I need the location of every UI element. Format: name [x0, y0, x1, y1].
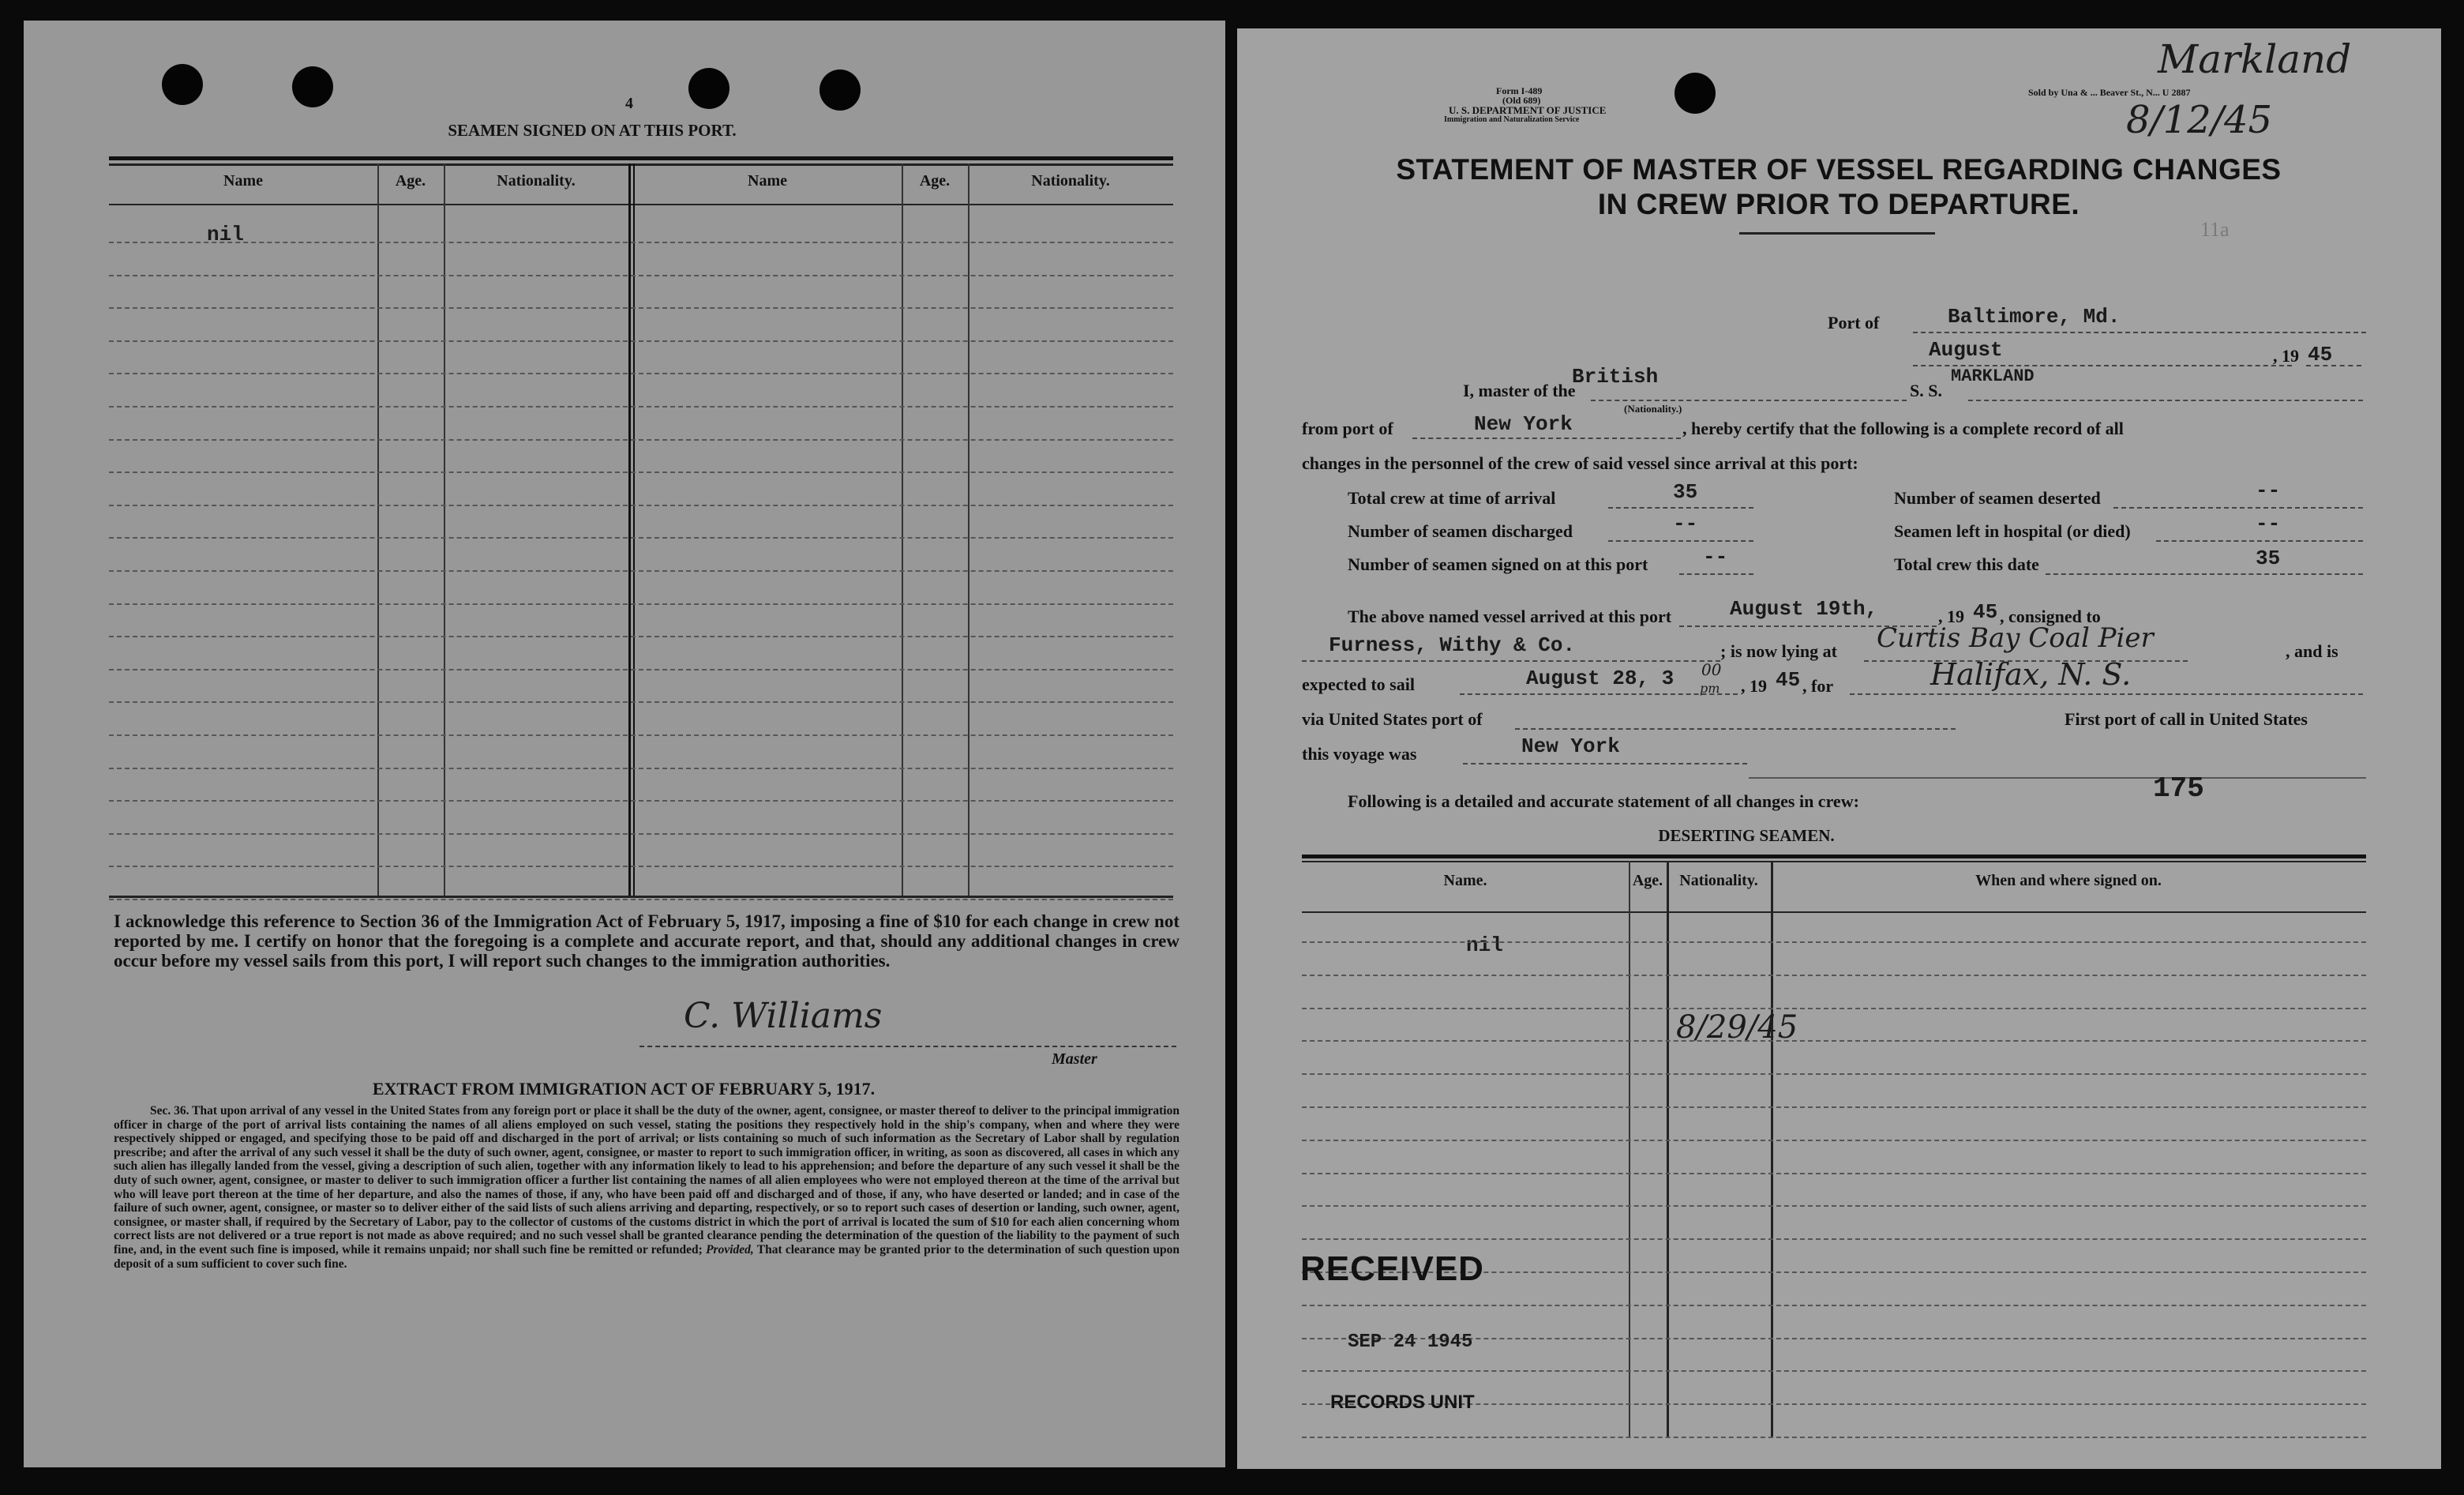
port-field: Baltimore, Md.: [1948, 305, 2121, 329]
stat-total-crew-date: 35: [2256, 547, 2281, 570]
col-divider: [377, 163, 379, 896]
section-body: That upon arrival of any vessel in the United States from any foreign port or place it shall be the duty of the owner, agent, consignee, or master thereof to deliver to the principal immigration officer in charge of the port of arrival lists containing the names of all aliens employed on such vessel, stating the positions they respectively hold in the ship's company, when and where they were respectively shipped or engaged, and specifying those to be paid off and discharged in the port of arrival; or lists containing so much of such information as the Secretary of Labor shall by regulation prescribe; and after the arrival of any such vessel it shall be the duty of such owner, agent, consignee, or master to report to such immigration officer, in writing, as soon as discovered, all cases in which any such alien has illegally landed from the vessel, giving a description of such alien, together with any information likely to lead to his apprehension; and before the departure of any such vessel it shall be the duty of such owner, agent, consignee, or master to deliver to such immigration officer a further list containing the names of all alien employees who were not employed thereon at the time of the arrival but who will leave port thereon at the time of her departure, and also the names of those, if any, who have been paid off and discharged and of those, if any, who have deserted or landed; and in case of the failure of such owner, agent, consignee, or master so to deliver either of the said lists of such aliens arriving and departing, respectively, or so to report such cases of desertion or landing, such owner, agent, consignee, or master shall, if required by the Secretary of Labor, pay to the collector of customs of the customs district in which the port of arrival is located the sum of $10 for each alien concerning whom correct lists are not delivered or a true report is not made as above required; and no such vessel shall be granted clearance pending the determination of the question of the liability to the payment of such fine, and, in the event such fine is imposed, while it remains unpaid; nor shall such fine be remitted or refunded;: [114, 1104, 1179, 1256]
destination-field-line: [1850, 693, 2363, 695]
table-top-rule: [1302, 855, 2366, 858]
stat-field-line: [1679, 573, 1753, 575]
from-port-field: New York: [1474, 412, 1573, 436]
column-header: Name: [223, 172, 263, 190]
row-rule: [109, 734, 1173, 736]
punch-hole: [292, 66, 333, 107]
punch-hole: [688, 68, 729, 109]
voyage-underline: [1749, 777, 2366, 779]
from-port-label: from port of: [1302, 419, 1393, 438]
row-rule: [109, 866, 1173, 867]
title-underline: [1739, 232, 1935, 235]
punch-hole: [1675, 73, 1716, 114]
via-field-line: [1515, 728, 1956, 730]
port-field-line: [1913, 332, 2366, 333]
col-divider: [968, 163, 969, 896]
and-is-label: , and is: [2286, 641, 2338, 661]
form-title-line-1: STATEMENT OF MASTER OF VESSEL REGARDING CHANGES: [1396, 153, 2282, 186]
row-rule: [109, 340, 1173, 342]
row-rule: [1302, 1008, 2366, 1009]
form-number: Form I-489: [1496, 85, 1543, 96]
stat-label: Total crew this date: [1894, 554, 2039, 574]
following-label: Following is a detailed and accurate statement of all changes in crew:: [1348, 791, 1859, 811]
proviso-body: That clearance may be granted prior to the determination of such question upon deposit of a sum sufficient to cover such fine.: [114, 1242, 1179, 1271]
voyage-label: this voyage was: [1302, 744, 1417, 764]
stat-discharged: --: [1673, 512, 1698, 535]
stat-label: Number of seamen signed on at this port: [1348, 554, 1648, 574]
row-rule: [109, 669, 1173, 670]
month-field: August: [1929, 338, 2003, 362]
page-number: 4: [625, 95, 633, 112]
row-rule: [109, 603, 1173, 605]
consignee-field: Furness, Withy & Co.: [1329, 633, 1576, 657]
stat-label: Number of seamen discharged: [1348, 521, 1573, 541]
stat-label: Total crew at time of arrival: [1348, 488, 1556, 508]
column-header: When and where signed on.: [1975, 872, 2162, 889]
year-field: 45: [2308, 343, 2333, 366]
arrived-year-field: 45: [1973, 600, 1998, 624]
consigned-label: , consigned to: [2000, 607, 2101, 626]
departure-time-sup: 00: [1701, 660, 1722, 679]
stat-total-crew-arrival: 35: [1673, 480, 1698, 504]
received-stamp: RECEIVED: [1300, 1249, 1484, 1288]
punch-hole: [819, 69, 861, 111]
row-rule: [1302, 1040, 2366, 1042]
column-header: Nationality.: [1031, 172, 1110, 190]
col-divider: [1771, 861, 1773, 1437]
row-rule: [109, 570, 1173, 572]
stat-signed-on: --: [1703, 545, 1728, 569]
row-rule: [109, 833, 1173, 835]
nationality-field-line: [1591, 400, 1907, 401]
form-old-number: (Old 689): [1502, 95, 1541, 106]
punch-hole: [162, 64, 203, 105]
consignee-field-line: [1302, 660, 1720, 662]
destination-field: Halifax, N. S.: [1930, 657, 2132, 692]
row-rule: [109, 471, 1173, 473]
margin-mark: 11a: [2200, 218, 2230, 241]
year-prefix: , 19: [2273, 346, 2299, 366]
row-rule: [1302, 1140, 2366, 1141]
stat-label: Number of seamen deserted: [1894, 488, 2101, 508]
row-rule: [1302, 1173, 2366, 1174]
row-rule: [109, 373, 1173, 374]
col-divider: [628, 163, 631, 896]
column-header: Age.: [919, 172, 951, 190]
handwritten-date: 8/12/45: [2126, 98, 2273, 142]
table-top-rule: [109, 156, 1173, 160]
proviso-label: Provided,: [706, 1242, 754, 1256]
row-rule: [109, 537, 1173, 539]
section-36-text: [114, 1104, 1179, 1271]
row-rule: [1302, 1106, 2366, 1108]
table-top-rule-2: [109, 163, 1173, 166]
row-rule: [109, 800, 1173, 802]
certify-text: , hereby certify that the following is a complete record of all: [1682, 419, 2124, 438]
deserting-title: DESERTING SEAMEN.: [1658, 826, 1835, 845]
row-rule: [1302, 1205, 2366, 1207]
expected-label: expected to sail: [1302, 674, 1415, 694]
stat-field-line: [1608, 507, 1753, 509]
row-rule: [109, 899, 1173, 900]
vessel-name-field: MARKLAND: [1951, 366, 2035, 386]
year-field-line: [2306, 365, 2361, 366]
port-label: Port of: [1828, 313, 1880, 332]
handwritten-table-date: 8/29/45: [1676, 1009, 1798, 1046]
extract-title: EXTRACT FROM IMMIGRATION ACT OF FEBRUARY 5, 1917.: [372, 1079, 876, 1099]
column-header: Name: [748, 172, 787, 190]
column-header: Nationality.: [497, 172, 576, 190]
stat-deserted: --: [2256, 479, 2281, 502]
table-header-rule: [109, 204, 1173, 205]
arrived-year-prefix: , 19: [1938, 607, 1964, 626]
changes-text: changes in the personnel of the crew of said vessel since arrival at this port:: [1302, 453, 1858, 473]
handwritten-vessel-name: Markland: [2158, 36, 2352, 82]
section-title: SEAMEN SIGNED ON AT THIS PORT.: [448, 121, 737, 140]
lying-label: ; is now lying at: [1720, 641, 1837, 661]
voyage-field: New York: [1521, 734, 1620, 758]
row-rule: [109, 505, 1173, 506]
left-page: [24, 21, 1225, 1467]
stat-field-line: [2046, 573, 2363, 575]
voyage-field-line: [1463, 763, 1747, 764]
column-header: Age.: [395, 172, 426, 190]
master-signature: C. Williams: [684, 996, 883, 1036]
table-cell-name: nil: [207, 223, 244, 246]
col-divider: [444, 163, 445, 896]
master-label: I, master of the: [1463, 381, 1576, 400]
departure-time-sub: pm: [1700, 681, 1720, 696]
row-rule: [109, 768, 1173, 769]
nationality-field: British: [1572, 365, 1659, 389]
column-header: Name.: [1443, 872, 1487, 889]
row-rule: [1302, 941, 2366, 943]
row-rule: [1302, 1238, 2366, 1240]
col-divider: [1667, 861, 1669, 1437]
vessel-field-line: [1968, 400, 2363, 401]
stat-label: Seamen left in hospital (or died): [1894, 521, 2131, 541]
service-name: Immigration and Naturalization Service: [1444, 115, 1580, 124]
row-rule: [109, 275, 1173, 276]
records-unit-stamp: RECORDS UNIT: [1330, 1392, 1475, 1413]
stat-field-line: [2113, 507, 2363, 509]
row-rule: [109, 701, 1173, 703]
arrived-label: The above named vessel arrived at this port: [1348, 607, 1672, 626]
row-rule: [1302, 1370, 2366, 1372]
arrival-date-field: August 19th,: [1730, 597, 1878, 621]
col-divider: [902, 163, 903, 896]
table-cell-name: nil: [1466, 933, 1503, 957]
berth-field: Curtis Bay Coal Pier: [1877, 622, 2154, 654]
col-divider: [633, 163, 635, 896]
stat-field-line: [2156, 540, 2363, 542]
table-bottom-rule: [109, 896, 1173, 898]
column-header: Nationality.: [1679, 872, 1758, 889]
stamp-number: 175: [2153, 772, 2204, 805]
received-date-stamp: SEP 24 1945: [1348, 1332, 1473, 1353]
departure-date-field: August 28, 3: [1526, 667, 1675, 690]
printer-imprint: Sold by Una & ... Beaver St., N... U 2887: [2028, 87, 2191, 98]
signature-line: [639, 1046, 1176, 1047]
from-port-field-line: [1412, 438, 1681, 439]
col-divider: [1629, 861, 1630, 1437]
row-rule: [1302, 975, 2366, 976]
expected-field-line: [1460, 693, 1738, 695]
stat-hospital: --: [2256, 512, 2281, 535]
acknowledgement-text: I acknowledge this reference to Section 36 of the Immigration Act of February 5, 1917, imposing a fine of $10 for each change in crew not reported by me. I certify on honor that the foregoing is a complete and accurate report, and that, should any additional changes in crew occur before my vessel sails from this port, I will report such changes to the immigration authorities.: [114, 911, 1179, 971]
row-rule: [109, 406, 1173, 408]
row-rule: [1302, 1305, 2366, 1306]
section-label: Sec. 36.: [150, 1104, 189, 1117]
nationality-caption: (Nationality.): [1624, 403, 1682, 415]
expected-year-field: 45: [1776, 668, 1801, 692]
ss-label: S. S.: [1910, 381, 1942, 400]
table-header-rule: [1302, 911, 2366, 913]
via-label: via United States port of: [1302, 709, 1483, 729]
expected-year-prefix: , 19: [1741, 676, 1767, 696]
row-rule: [109, 439, 1173, 441]
first-port-label: First port of call in United States: [2065, 709, 2308, 729]
right-page: [1237, 28, 2441, 1469]
row-rule: [1302, 1437, 2366, 1438]
for-label: , for: [1802, 676, 1834, 696]
stat-field-line: [1608, 540, 1753, 542]
department-name: U. S. DEPARTMENT OF JUSTICE: [1449, 104, 1607, 116]
column-header: Age.: [1632, 872, 1663, 889]
table-top-rule-2: [1302, 861, 2366, 862]
row-rule: [1302, 1073, 2366, 1075]
form-title-line-2: IN CREW PRIOR TO DEPARTURE.: [1597, 188, 2080, 220]
row-rule: [109, 636, 1173, 637]
signature-caption: Master: [1052, 1050, 1097, 1068]
row-rule: [109, 307, 1173, 309]
row-rule: [109, 242, 1173, 243]
